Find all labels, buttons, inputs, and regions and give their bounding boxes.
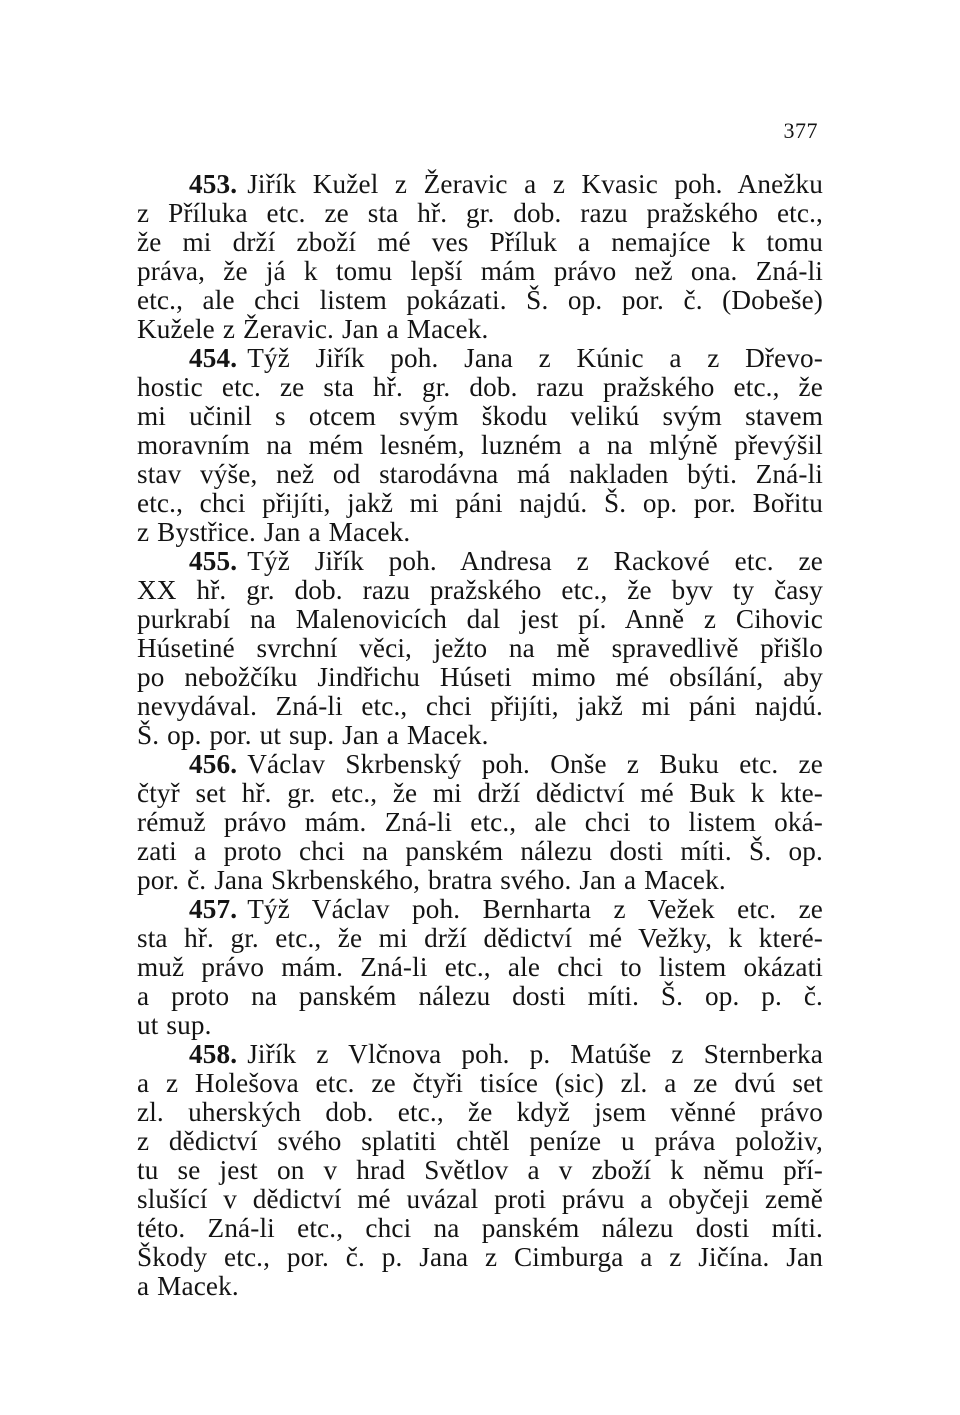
text-line xyxy=(137,1040,823,1069)
entry-paragraph xyxy=(137,170,823,344)
line-text: etc., chci přijíti, jakž mi páni najdú. Š. op. por. Bořitu xyxy=(137,488,823,518)
text-line xyxy=(137,924,823,953)
entry-number: 457. xyxy=(189,894,238,924)
line-text: moravním na mém lesném, luzném a na mlýně převýšil xyxy=(137,430,823,460)
page-body xyxy=(137,170,823,1301)
entry-number: 456. xyxy=(189,749,238,779)
text-line xyxy=(137,692,823,721)
line-text: po nebožčíku Jindřichu Húseti mimo mé obsílání, aby xyxy=(137,662,823,692)
text-line xyxy=(137,721,823,750)
text-line xyxy=(137,1127,823,1156)
line-text: Václav Skrbenský poh. Onše z Buku etc. ze xyxy=(247,749,823,779)
text-line xyxy=(137,315,823,344)
line-text: a z Holešova etc. ze čtyři tisíce (sic) zl. a ze dvú set xyxy=(137,1068,823,1098)
text-line xyxy=(137,663,823,692)
line-text: XX hř. gr. dob. razu pražského etc., že byv ty časy xyxy=(137,575,823,605)
line-text: ut sup. xyxy=(137,1010,212,1040)
text-line xyxy=(137,1011,823,1040)
text-line xyxy=(137,489,823,518)
text-line xyxy=(137,199,823,228)
line-text: této. Zná-li etc., chci na panském nálezu dosti míti. xyxy=(137,1213,823,1243)
text-line xyxy=(137,344,823,373)
line-text: rémuž právo mám. Zná-li etc., ale chci to listem oká- xyxy=(137,807,823,837)
line-text: Týž Jiřík poh. Jana z Kúnic a z Dřevo- xyxy=(247,343,823,373)
line-text: a Macek. xyxy=(137,1271,239,1301)
line-text: slušící v dědictví mé uvázal proti právu a obyčeji země xyxy=(137,1184,823,1214)
line-text: sta hř. gr. etc., že mi drží dědictví mé Vežky, k které- xyxy=(137,923,823,953)
line-text: zl. uherských dob. etc., že když jsem věnné právo xyxy=(137,1097,823,1127)
text-line xyxy=(137,402,823,431)
line-text: zati a proto chci na panském nálezu dosti míti. Š. op. xyxy=(137,836,823,866)
line-text: stav výše, než od starodávna má nakladen býti. Zná-li xyxy=(137,459,823,489)
text-line xyxy=(137,1156,823,1185)
text-line xyxy=(137,460,823,489)
text-line xyxy=(137,634,823,663)
text-line xyxy=(137,1243,823,1272)
line-text: tu se jest on v hrad Světlov a v zboží k němu pří- xyxy=(137,1155,823,1185)
text-line xyxy=(137,1069,823,1098)
entry-paragraph xyxy=(137,750,823,895)
text-line xyxy=(137,953,823,982)
entry-paragraph xyxy=(137,1040,823,1301)
entry-number: 455. xyxy=(189,546,238,576)
text-line xyxy=(137,837,823,866)
text-line xyxy=(137,1185,823,1214)
line-text: z Příluka etc. ze sta hř. gr. dob. razu pražského etc., xyxy=(137,198,823,228)
entry-paragraph xyxy=(137,344,823,547)
text-line xyxy=(137,170,823,199)
text-line xyxy=(137,431,823,460)
line-text: Š. op. por. ut sup. Jan a Macek. xyxy=(137,720,489,750)
line-text: muž právo mám. Zná-li etc., ale chci to listem okázati xyxy=(137,952,823,982)
text-line xyxy=(137,808,823,837)
line-text: Škody etc., por. č. p. Jana z Cimburga a z Jičína. Jan xyxy=(137,1242,823,1272)
line-text: Jiřík Kužel z Žeravic a z Kvasic poh. Anežku xyxy=(247,169,823,199)
text-line xyxy=(137,518,823,547)
line-text: Týž Václav poh. Bernharta z Vežek etc. ze xyxy=(247,894,823,924)
line-text: Húsetiné svrchní věci, ježto na mě spravedlivě přišlo xyxy=(137,633,823,663)
text-line xyxy=(137,1098,823,1127)
entry-number: 454. xyxy=(189,343,238,373)
line-text: mi učinil s otcem svým škodu velikú svým stavem xyxy=(137,401,823,431)
text-line xyxy=(137,228,823,257)
line-text: z Bystřice. Jan a Macek. xyxy=(137,517,411,547)
line-text: Jiřík z Vlčnova poh. p. Matúše z Sternberka xyxy=(247,1039,823,1069)
entry-paragraph xyxy=(137,547,823,750)
text-line xyxy=(137,750,823,779)
text-line xyxy=(137,605,823,634)
entry-paragraph xyxy=(137,895,823,1040)
text-line xyxy=(137,1214,823,1243)
line-text: por. č. Jana Skrbenského, bratra svého. Jan a Macek. xyxy=(137,865,726,895)
line-text: Kužele z Žeravic. Jan a Macek. xyxy=(137,314,489,344)
text-line xyxy=(137,373,823,402)
text-line xyxy=(137,982,823,1011)
text-line xyxy=(137,779,823,808)
entry-number: 453. xyxy=(189,169,238,199)
text-line xyxy=(137,547,823,576)
line-text: nevydával. Zná-li etc., chci přijíti, jakž mi páni najdú. xyxy=(137,691,823,721)
line-text: purkrabí na Malenovicích dal jest pí. Anně z Cihovic xyxy=(137,604,823,634)
line-text: práva, že já k tomu lepší mám právo než ona. Zná-li xyxy=(137,256,823,286)
text-line xyxy=(137,286,823,315)
line-text: etc., ale chci listem pokázati. Š. op. por. č. (Dobeše) xyxy=(137,285,823,315)
line-text: hostic etc. ze sta hř. gr. dob. razu pražského etc., že xyxy=(137,372,823,402)
text-line xyxy=(137,576,823,605)
line-text: a proto na panském nálezu dosti míti. Š. op. p. č. xyxy=(137,981,823,1011)
text-line xyxy=(137,257,823,286)
page-number: 377 xyxy=(783,118,818,143)
text-line xyxy=(137,895,823,924)
entry-number: 458. xyxy=(189,1039,238,1069)
line-text: z dědictví svého splatiti chtěl peníze u práva položiv, xyxy=(137,1126,823,1156)
line-text: čtyř set hř. gr. etc., že mi drží dědictví mé Buk k kte- xyxy=(137,778,823,808)
line-text: že mi drží zboží mé ves Příluk a nemajíce k tomu xyxy=(137,227,823,257)
text-line xyxy=(137,1272,823,1301)
line-text: Týž Jiřík poh. Andresa z Rackové etc. ze xyxy=(247,546,823,576)
text-line xyxy=(137,866,823,895)
